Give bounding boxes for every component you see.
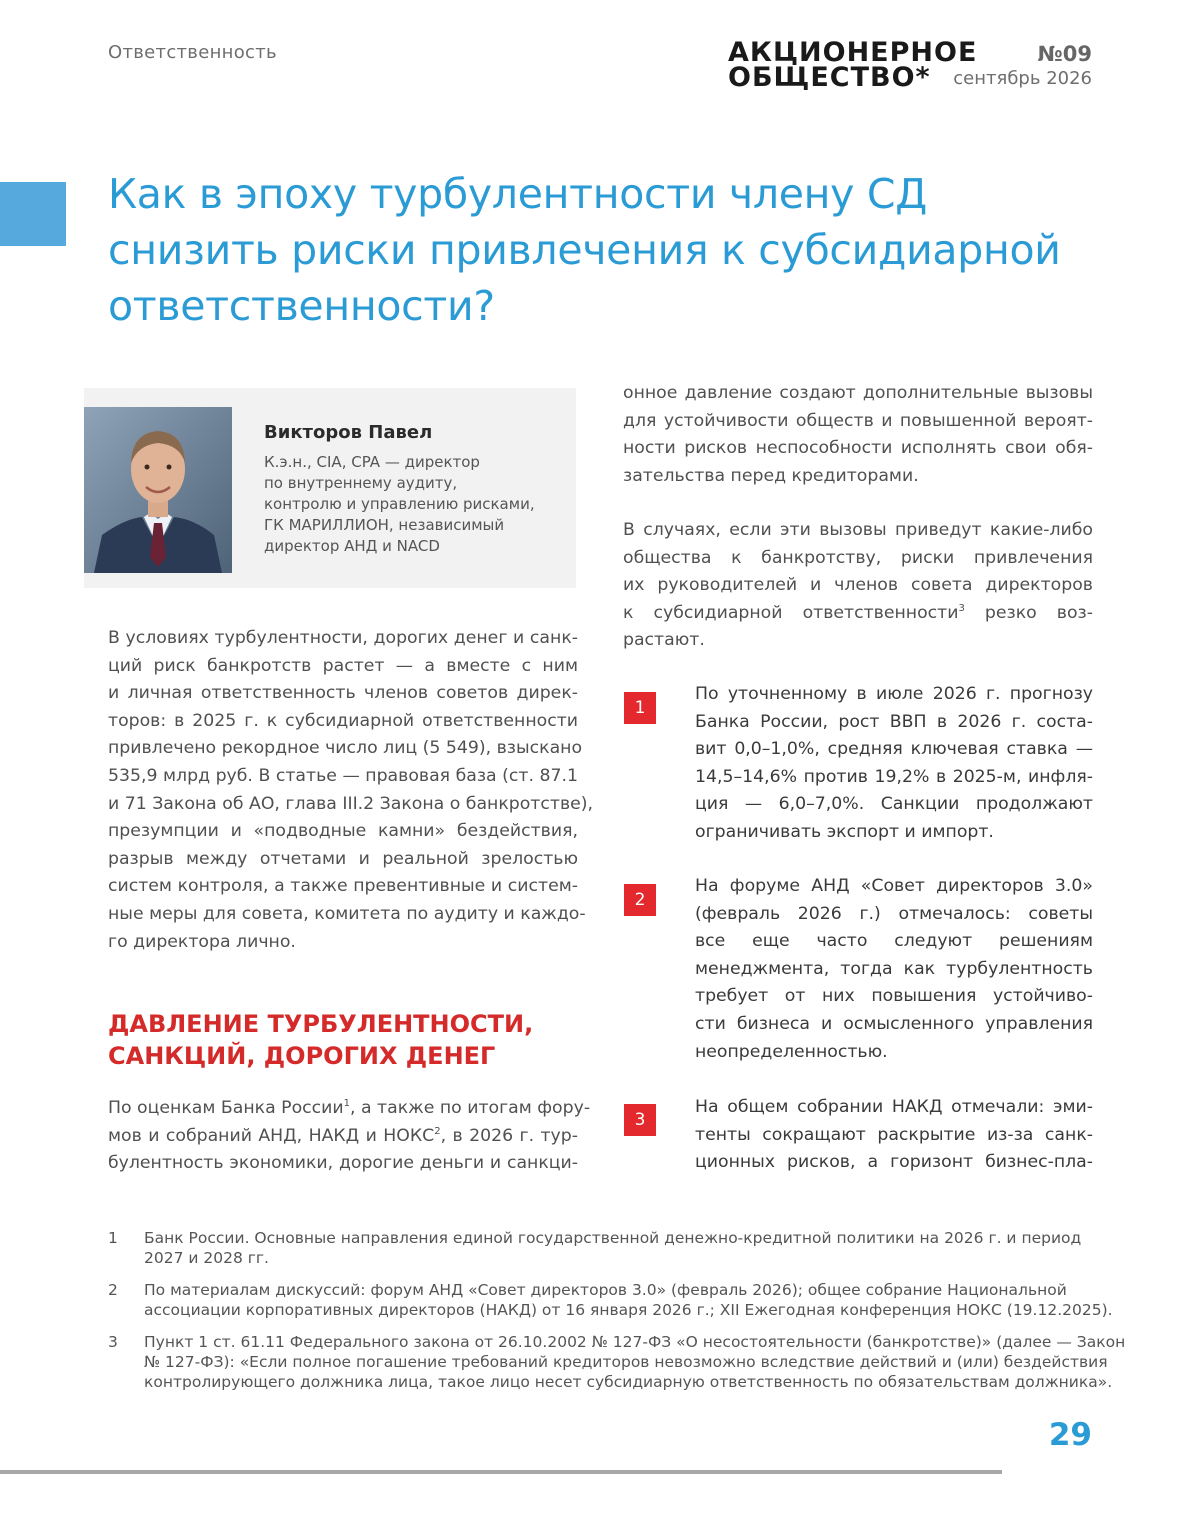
text-line: В случаях, если эти вызовы приведут какие-либо — [623, 520, 1093, 540]
author-bio — [264, 452, 564, 557]
title-accent-mark — [0, 182, 66, 246]
footnotes — [108, 1228, 1126, 1404]
text-line: презумпции и «подводные камни» бездействия, — [108, 821, 578, 842]
text-line: 14,5–14,6% против 19,2% в 2025-м, инфля- — [695, 766, 1093, 787]
author-bio-line: ГК МАРИЛЛИОН, независимый — [264, 516, 505, 534]
logo-line-2: ОБЩЕСТВО* — [728, 62, 931, 93]
issue-date: сентябрь 2026 — [953, 68, 1092, 89]
text-line: По оценкам Банка России$^1$, а также по итогам фору- — [108, 1098, 591, 1118]
section-label: Ответственность — [108, 42, 277, 63]
text-line: 535,9 млрд руб. В статье — правовая база (ст. 87.1 — [108, 765, 578, 786]
text-line: онное давление создают дополнительные вызовы — [623, 383, 1093, 403]
number-badge-3: 3 — [624, 1104, 656, 1136]
footnote-line: Пункт 1 ст. 61.11 Федерального закона от 26.10.2002 № 127-ФЗ «О несостоятельности (банкротстве)» (далее — Закон — [144, 1333, 1126, 1351]
text-line: мов и собраний АНД, НАКД и НОКС$^2$, в 2026 г. тур- — [108, 1125, 578, 1146]
text-line: и личная ответственность членов советов дирек- — [108, 683, 578, 704]
numbered-item-2 — [695, 873, 1093, 1066]
text-line: го директора лично. — [108, 931, 296, 952]
magazine-logo — [728, 37, 978, 93]
text-line: сти бизнеса и осмысленного управления — [695, 1013, 1093, 1034]
text-line: разрыв между отчетами и реальной зрелостью — [108, 848, 578, 869]
text-line: На общем собрании НАКД отмечали: эми- — [695, 1097, 1093, 1117]
footnote-line: 2027 и 2028 гг. — [144, 1249, 269, 1267]
author-bio-line: К.э.н., CIA, CPA — директор — [264, 453, 480, 471]
footnote-line: По материалам дискуссий: форум АНД «Совет директоров 3.0» (февраль 2026); общее собрание Национальной — [144, 1281, 1067, 1299]
text-line: ция — 6,0–7,0%. Санкции продолжают — [695, 794, 1093, 815]
text-line: ций риск банкротств растет — а вместе с ним — [108, 655, 578, 676]
footnote-2 — [108, 1280, 1113, 1320]
page-number: 29 — [1048, 1417, 1092, 1453]
text-line: булентность экономики, дорогие деньги и санкци- — [108, 1153, 578, 1174]
footnote-line: № 127-ФЗ): «Если полное погашение требований кредиторов невозможно вследствие действий и (или) бездействия — [144, 1353, 1108, 1371]
text-line: для устойчивости обществ и повышенной вероят- — [623, 410, 1093, 431]
footnote-line: Банк России. Основные направления единой государственной денежно-кредитной политики на 2026 г. и период — [144, 1229, 1082, 1247]
footnote-ref[interactable]: 3 — [958, 603, 965, 615]
title-line: ответственности? — [108, 282, 495, 330]
section-heading — [108, 1008, 533, 1072]
text-line: требует от них повышения устойчиво- — [695, 986, 1093, 1007]
footnote-ref[interactable]: 1 — [343, 1098, 350, 1110]
text-line: тенты сокращают раскрытие из-за санк- — [695, 1124, 1093, 1145]
text-line: ционных рисков, а горизонт бизнес-пла- — [695, 1152, 1093, 1173]
text-line: растают. — [623, 630, 705, 651]
text-line: торов: в 2025 г. к субсидиарной ответственности — [108, 710, 578, 731]
issue-info — [950, 42, 1092, 92]
footnote-ref[interactable]: 2 — [434, 1125, 441, 1137]
number-badge-2: 2 — [624, 884, 656, 916]
text-line: На форуме АНД «Совет директоров 3.0» — [695, 876, 1093, 896]
text-line: зательства перед кредиторами. — [623, 465, 919, 486]
footnote-line: контролирующего должника лица, такое лицо несет субсидиарную ответственность по обязательствам должника». — [144, 1373, 1113, 1391]
text-line: ности рисков неспособности исполнять свои обя- — [623, 438, 1093, 459]
section-paragraph — [108, 1095, 591, 1178]
issue-number: №09 — [1037, 42, 1092, 66]
author-name: Викторов Павел — [264, 422, 433, 443]
footnote-number: 2 — [108, 1281, 118, 1299]
text-line: к субсидиарной ответственности$^3$ резко воз- — [623, 602, 1093, 623]
text-line: общества к банкротству, риски привлечения — [623, 547, 1093, 568]
text-line: неопределенностью. — [695, 1041, 888, 1062]
numbered-item-1 — [695, 681, 1093, 847]
portrait-image — [84, 407, 232, 573]
footer-divider — [0, 1470, 1002, 1474]
text-line: ные меры для совета, комитета по аудиту и каждо- — [108, 903, 586, 924]
author-bio-line: директор АНД и NACD — [264, 537, 440, 555]
author-bio-line: контролю и управлению рисками, — [264, 495, 535, 513]
title-line: снизить риски привлечения к субсидиарной — [108, 226, 1061, 274]
text-line: систем контроля, а также превентивные и систем- — [108, 876, 578, 897]
heading-line: ДАВЛЕНИЕ ТУРБУЛЕНТНОСТИ, — [108, 1010, 534, 1038]
footnote-1 — [108, 1228, 1098, 1268]
footnote-3 — [108, 1332, 1126, 1392]
text-line: все еще часто следуют решениям — [695, 931, 1093, 952]
text-line: вит 0,0–1,0%, средняя ключевая ставка — — [695, 739, 1093, 760]
author-photo — [84, 407, 232, 573]
text-line: и 71 Закона об АО, глава III.2 Закона о банкротстве), — [108, 793, 593, 814]
footnote-number: 3 — [108, 1333, 118, 1351]
text-line: Банка России, рост ВВП в 2026 г. соста- — [695, 711, 1093, 732]
lead-paragraph — [108, 625, 593, 956]
number-badge-1: 1 — [624, 692, 656, 724]
text-line: В условиях турбулентности, дорогих денег и санк- — [108, 628, 578, 648]
text-line: менеджмента, тогда как турбулентность — [695, 958, 1093, 979]
footnote-line: ассоциации корпоративных директоров (НАКД) от 16 января 2026 г.; XII Ежегодная конференция НОКС (19.12.2025). — [144, 1301, 1113, 1319]
text-line: По уточненному в июле 2026 г. прогнозу — [695, 684, 1093, 704]
author-bio-line: по внутреннему аудиту, — [264, 474, 458, 492]
article-title — [108, 166, 1108, 334]
logo-line-1: АКЦИОНЕРНОЕ — [728, 37, 978, 68]
numbered-item-3 — [695, 1094, 1093, 1177]
text-line: (февраль 2026 г.) отмечалось: советы — [695, 903, 1093, 924]
right-paragraph-2 — [623, 517, 1093, 655]
text-line: ограничивать экспорт и импорт. — [695, 821, 994, 842]
heading-line: САНКЦИЙ, ДОРОГИХ ДЕНЕГ — [108, 1042, 496, 1070]
title-line: Как в эпоху турбулентности члену СД — [108, 170, 927, 218]
footnote-number: 1 — [108, 1229, 118, 1247]
text-line: привлечено рекордное число лиц (5 549), взыскано — [108, 738, 583, 759]
right-paragraph-1 — [623, 380, 1093, 490]
text-line: их руководителей и членов совета директоров — [623, 575, 1093, 596]
